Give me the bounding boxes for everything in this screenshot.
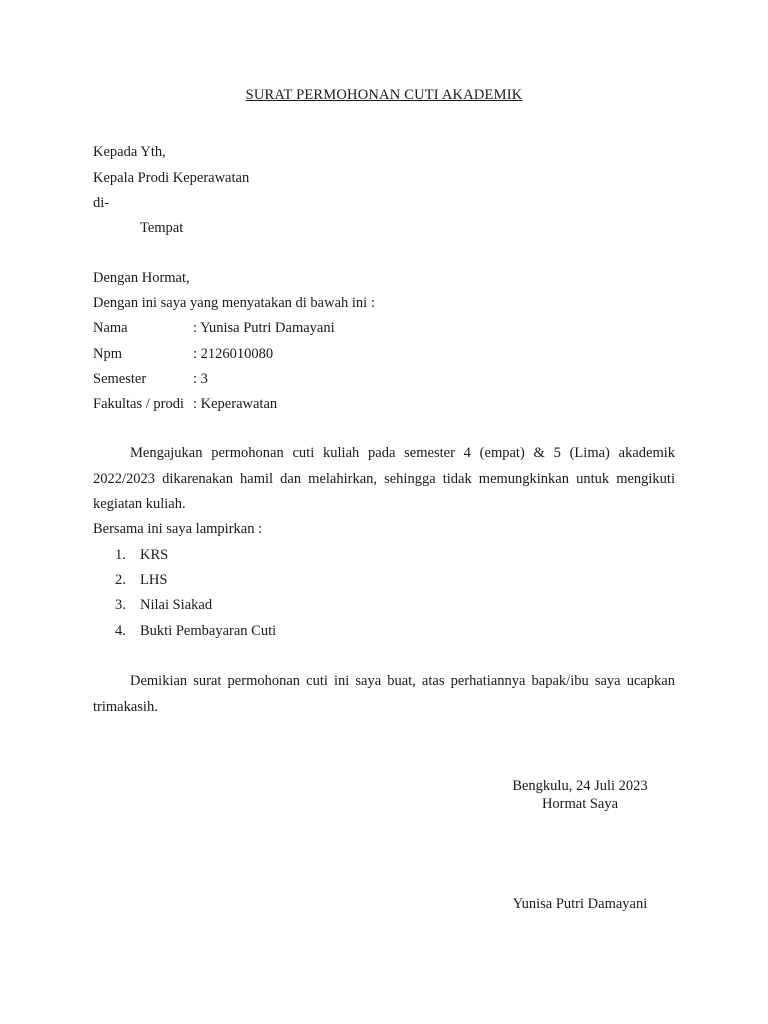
field-value-npm: : 2126010080 xyxy=(193,346,274,362)
body-paragraph xyxy=(93,441,675,518)
field-value-semester: : 3 xyxy=(193,371,208,387)
attachment-number: 4. xyxy=(115,623,126,639)
attachment-number: 2. xyxy=(115,572,126,588)
field-label-semester: Semester xyxy=(93,371,147,387)
attachment-number: 1. xyxy=(115,547,126,563)
field-value-prodi: : Keperawatan xyxy=(193,396,278,412)
recipient-line-1: Kepada Yth, xyxy=(93,144,166,160)
regards: Hormat Saya xyxy=(541,796,619,812)
intro-line: Dengan ini saya yang menyatakan di bawah ini : xyxy=(93,295,375,311)
field-label-prodi: Fakultas / prodi xyxy=(93,396,185,412)
greeting: Dengan Hormat, xyxy=(93,270,190,286)
attachments-intro: Bersama ini saya lampirkan : xyxy=(93,521,263,537)
recipient-line-4: Tempat xyxy=(140,220,184,236)
letter-title: SURAT PERMOHONAN CUTI AKADEMIK xyxy=(245,87,523,103)
place-date: Bengkulu, 24 Juli 2023 xyxy=(512,778,648,794)
body-paragraph-text: Mengajukan permohonan cuti kuliah pada semester 4 (empat) & 5 (Lima) akademik 2022/2023 dikarenakan hamil dan melahirkan, sehingga tidak memungkinkan untuk mengikuti kegiatan kuliah. xyxy=(93,445,675,512)
field-label-npm: Npm xyxy=(93,346,122,362)
recipient-line-3: di- xyxy=(93,195,110,211)
attachment-item: Bukti Pembayaran Cuti xyxy=(140,623,277,639)
signer-name: Yunisa Putri Damayani xyxy=(512,896,648,912)
field-label-nama: Nama xyxy=(93,320,128,336)
recipient-line-2: Kepala Prodi Keperawatan xyxy=(93,170,250,186)
attachment-item: LHS xyxy=(140,572,168,588)
closing-paragraph-text: Demikian surat permohonan cuti ini saya buat, atas perhatiannya bapak/ibu saya ucapkan trimakasih. xyxy=(93,673,675,715)
attachment-item: KRS xyxy=(140,547,169,563)
attachment-item: Nilai Siakad xyxy=(140,597,213,613)
closing-paragraph xyxy=(93,669,675,720)
attachment-number: 3. xyxy=(115,597,126,613)
field-value-nama: : Yunisa Putri Damayani xyxy=(193,320,335,336)
